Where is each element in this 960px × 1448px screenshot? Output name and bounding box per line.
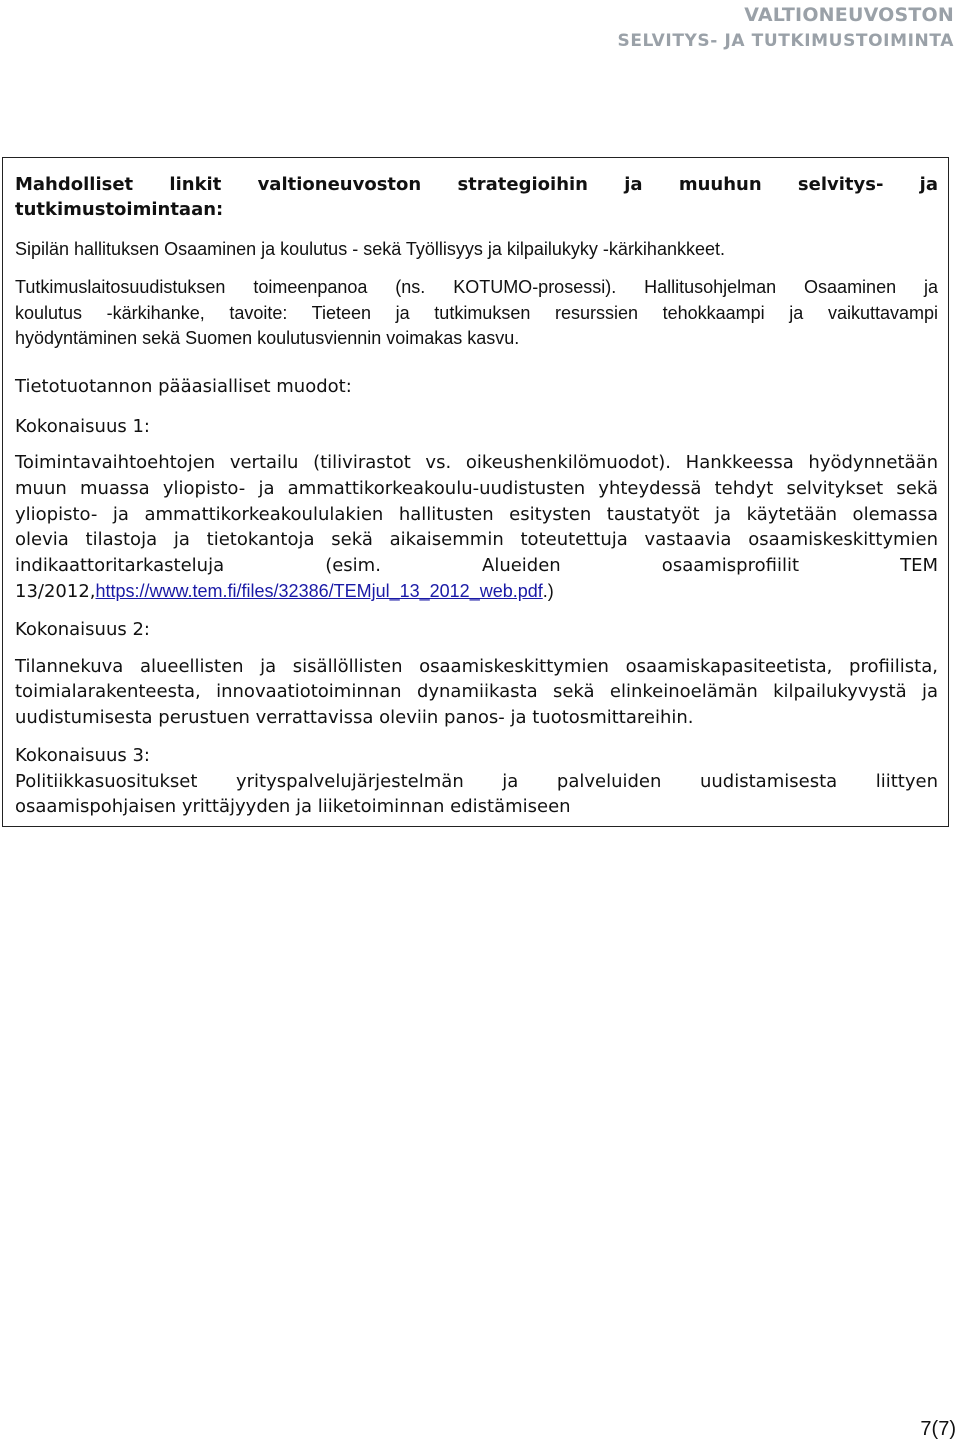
section1-title-line-1: Mahdolliset linkit valtioneuvoston strategioihin ja muuhun selvitys- ja (15, 174, 938, 195)
kokonaisuus-1-line-5: indikaattoritarkasteluja (esim. Alueiden osaamisprofiilit TEM (15, 555, 938, 576)
section1-paragraph-2-line-3: hyödyntäminen sekä Suomen koulutusviennin voimakas kasvu. (15, 328, 520, 348)
kokonaisuus-1-line-6-prefix: 13/2012, (15, 581, 96, 602)
kokonaisuus-2-line-3: uudistumisesta perustuen verrattavissa oleviin panos- ja tuotosmittareihin. (15, 707, 694, 728)
tem-report-link[interactable]: https://www.tem.fi/files/32386/TEMjul_13_2012_web.pdf (95, 581, 543, 601)
kokonaisuus-3-line-2: osaamispohjaisen yrittäjyyden ja liiketoiminnan edistämiseen (15, 796, 571, 817)
page-number: 7(7) (920, 1418, 956, 1440)
kokonaisuus-1-heading: Kokonaisuus 1: (15, 416, 150, 437)
section1-paragraph-1: Sipilän hallituksen Osaaminen ja koulutus - sekä Työllisyys ja kilpailukyky -kärkihankkeet. (15, 239, 725, 259)
header (618, 2, 955, 54)
kokonaisuus-3-heading: Kokonaisuus 3: (15, 745, 150, 766)
kokonaisuus-1-line-6-suffix: .) (542, 581, 554, 601)
kokonaisuus-1-line-2: muun muassa yliopisto- ja ammattikorkeakoulu-uudistusten yhteydessä tehdyt selvitykset sekä (15, 478, 938, 499)
content-box (2, 157, 949, 827)
header-line-2: SELVITYS- JA TUTKIMUSTOIMINTA (617, 31, 954, 51)
section1-paragraph-2-line-1: Tutkimuslaitosuudistuksen toimeenpanoa (ns. KOTUMO-prosessi). Hallitusohjelman Osaaminen ja (15, 277, 938, 297)
kokonaisuus-2-heading: Kokonaisuus 2: (15, 619, 150, 640)
kokonaisuus-1-line-1: Toimintavaihtoehtojen vertailu (tilivirastot vs. oikeushenkilömuodot). Hankkeessa hyödynnetään (15, 452, 938, 473)
kokonaisuus-3-line-1: Politiikkasuositukset yrityspalvelujärjestelmän ja palveluiden uudistamisesta liittyen (15, 771, 938, 792)
section1-title-line-2: tutkimustoimintaan: (15, 199, 224, 220)
kokonaisuus-1-line-3: yliopisto- ja ammattikorkeakoululakien hallitusten esitysten taustatyöt ja käytetään olemassa (15, 504, 938, 525)
kokonaisuus-1-line-6 (15, 578, 938, 605)
kokonaisuus-1-line-4: olevia tilastoja ja tietokantoja sekä aikaisemmin toteutettuja vastaavia osaamiskeskittymien (15, 529, 938, 550)
kokonaisuus-2-line-1: Tilannekuva alueellisten ja sisällöllisten osaamiskeskittymien osaamiskapasiteetista, profiilista, (15, 656, 938, 677)
section1-paragraph-2-line-2: koulutus -kärkihanke, tavoite: Tieteen ja tutkimuksen resurssien tehokkaampi ja vaikuttavampi (15, 303, 938, 323)
kokonaisuus-2-line-2: toimialarakenteesta, innovaatiotoiminnan dynamiikasta sekä elinkeinoelämän kilpailukyvystä ja (15, 681, 938, 702)
header-line-1: VALTIONEUVOSTON (744, 4, 954, 26)
section2-title: Tietotuotannon pääasialliset muodot: (15, 376, 352, 397)
